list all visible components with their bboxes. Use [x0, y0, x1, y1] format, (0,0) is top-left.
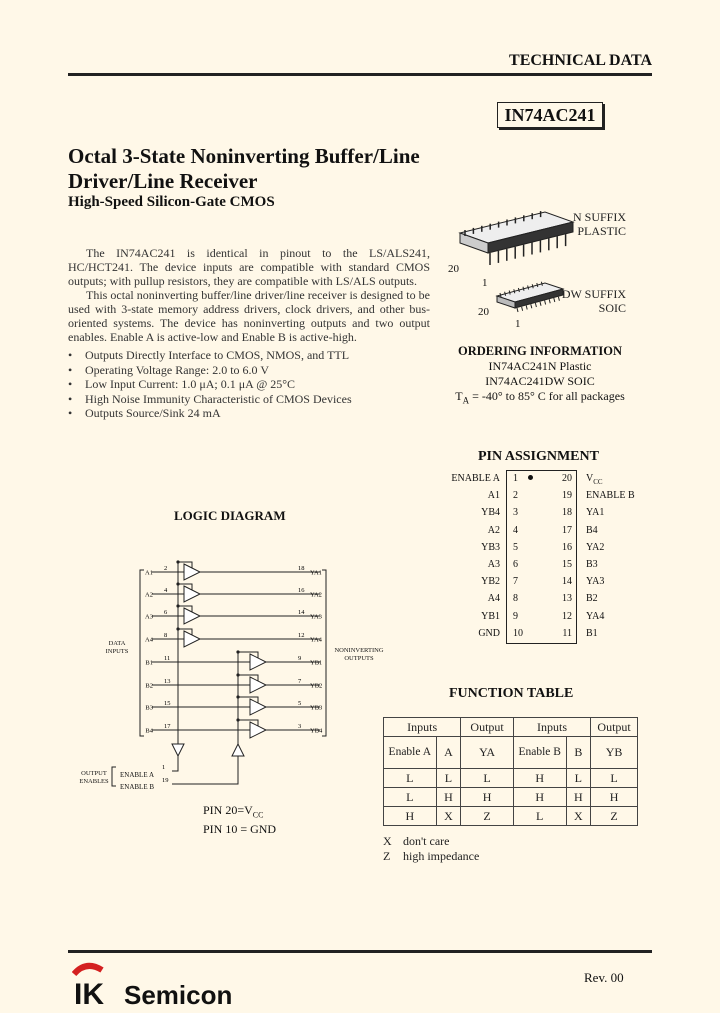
output-label: YA3 — [310, 613, 322, 621]
group-output-b: Output — [591, 718, 638, 737]
ik-semicon-logo — [72, 960, 252, 1013]
feature-item: • Operating Voltage Range: 2.0 to 6.0 V — [68, 363, 438, 378]
pin-number-left: 2 — [513, 490, 518, 502]
note-z: Z high impedance — [383, 849, 480, 863]
input-pin-number: 6 — [164, 609, 168, 616]
pin-name-left: GND — [478, 627, 500, 639]
pin-name-right: YA2 — [586, 541, 605, 553]
pin-name-left: ENABLE A — [451, 473, 500, 484]
footer-rule — [68, 950, 652, 953]
page-title — [68, 144, 468, 194]
n-suffix: N SUFFIX — [572, 210, 626, 224]
pin-number-left: 8 — [513, 593, 518, 605]
pin-number-right: 18 — [562, 507, 572, 519]
dw-type: SOIC — [598, 301, 626, 315]
ordering-heading: ORDERING INFORMATION — [457, 344, 622, 358]
header-title: TECHNICAL DATA — [509, 52, 652, 69]
dip-pin-1: 1 — [482, 277, 488, 289]
pin-number-left: 9 — [513, 610, 518, 622]
input-pin-number: 8 — [164, 632, 168, 639]
pin-name-right: B3 — [586, 559, 598, 570]
input-label: A2 — [145, 591, 153, 599]
soic-pin-1: 1 — [515, 318, 521, 330]
enable-a-wire — [172, 756, 178, 771]
input-label: A1 — [145, 569, 153, 577]
function-table-cell: H — [513, 769, 566, 788]
col-a: A — [436, 737, 461, 769]
output-pin-number: 5 — [298, 700, 302, 707]
pin-number-right: 16 — [562, 541, 572, 553]
function-table-cell: Z — [591, 807, 638, 826]
output-label: YB4 — [310, 727, 323, 735]
output-label: YB2 — [310, 682, 323, 690]
revision-label: Rev. 00 — [584, 970, 624, 985]
output-pin-number: 12 — [298, 632, 305, 639]
feature-list — [68, 348, 438, 421]
part-number-box: IN74AC241 — [497, 102, 603, 128]
output-label: YA2 — [310, 591, 322, 599]
pin10-note: PIN 10 = GND — [203, 822, 277, 837]
input-pin-number: 15 — [164, 700, 171, 707]
function-table-cell: H — [436, 788, 461, 807]
input-pin-number: 13 — [164, 678, 171, 685]
description — [68, 246, 430, 344]
function-table-row — [384, 807, 638, 826]
function-table-cell: H — [461, 788, 514, 807]
n-suffix-label — [573, 210, 626, 238]
data-inputs-brace — [140, 570, 144, 736]
pin-name-left: A1 — [487, 490, 500, 502]
function-table-cell: L — [384, 769, 437, 788]
pin-1-dot — [528, 475, 533, 480]
pin-number-left: 5 — [513, 541, 518, 553]
function-table-row — [384, 769, 638, 788]
input-label: B3 — [145, 704, 153, 712]
function-table-cell: X — [566, 807, 591, 826]
pin-number-right: 14 — [562, 576, 572, 588]
note-x: X don't care — [383, 834, 450, 848]
function-table-cell: L — [436, 769, 461, 788]
logic-diagram-heading: LOGIC DIAGRAM — [174, 508, 286, 523]
group-inputs-b: Inputs — [513, 718, 590, 737]
svg-text:IK: IK — [74, 978, 104, 1008]
enables-brace — [112, 767, 116, 786]
col-b: B — [566, 737, 591, 769]
pin-name-left: A2 — [487, 524, 500, 536]
pin-number-right: 15 — [562, 559, 572, 570]
input-pin-number: 2 — [164, 565, 168, 572]
output-pin-number: 18 — [298, 565, 305, 572]
function-table-row — [384, 788, 638, 807]
enable-b-wire — [172, 756, 238, 784]
data-inputs-label: DATA INPUTS — [105, 640, 129, 655]
function-table-cell: X — [436, 807, 461, 826]
pin-number-left: 7 — [513, 576, 518, 588]
pin-number-right: 19 — [562, 490, 572, 502]
n-type: PLASTIC — [577, 224, 626, 238]
output-label: YB1 — [310, 659, 323, 667]
input-label: B2 — [145, 682, 153, 690]
pin-name-left: YB3 — [481, 541, 500, 553]
input-label: A3 — [145, 613, 153, 621]
output-pin-number: 9 — [298, 655, 302, 662]
pin20-note: PIN $20=V_{CC}$ — [203, 803, 264, 820]
pin-name-right: YA4 — [586, 610, 605, 622]
ordering-line-2: IN74AC241DW SOIC — [485, 374, 595, 388]
function-table-cell: H — [566, 788, 591, 807]
output-label: YA4 — [310, 636, 322, 644]
function-table-cell: Z — [461, 807, 514, 826]
logic-diagram — [72, 548, 392, 798]
input-pin-number: 11 — [164, 655, 171, 662]
pin-name-left: A4 — [487, 593, 500, 605]
pin-number-right: 13 — [562, 593, 572, 605]
pin-number-left: 1 — [513, 473, 518, 484]
function-table-notes — [383, 834, 479, 864]
enable-b-buffer — [232, 744, 244, 756]
output-pin-number: 7 — [298, 678, 302, 685]
function-table-cell: L — [513, 807, 566, 826]
soic-package-icon — [497, 282, 563, 312]
function-table-cell: L — [591, 769, 638, 788]
output-pin-number: 3 — [298, 723, 302, 730]
pin-name-left: YB1 — [481, 610, 500, 622]
page-subtitle: High-Speed Silicon-Gate CMOS — [68, 194, 275, 210]
ordering-info — [440, 344, 640, 408]
svg-text:Semicon: Semicon — [124, 980, 233, 1008]
title-line-2: Driver/Line Receiver — [68, 169, 258, 193]
pin-number-right: 12 — [562, 610, 572, 622]
description-para-2: This octal noninverting buffer/line driver/line receiver is designed to be used with 3-state memory address drivers, clock drivers, and other bus-oriented systems. The device has noninverting outputs and two output enables. Enable A is active-low and Enable B is active-high. — [68, 288, 430, 344]
col-ya: YA — [461, 737, 514, 769]
enable-a-pin-number: 1 — [162, 764, 166, 771]
ordering-line-1: IN74AC241N Plastic — [488, 359, 592, 373]
outputs-brace — [322, 570, 326, 736]
pin-number-right: 17 — [562, 524, 572, 536]
output-label: YA1 — [310, 569, 322, 577]
function-table-group-row — [384, 718, 638, 737]
pin-assignment-heading: PIN ASSIGNMENT — [478, 449, 599, 464]
function-table-cell: L — [566, 769, 591, 788]
description-para-1: The IN74AC241 is identical in pinout to the LS/ALS241, HC/HCT241. The device inputs are compatible with standard CMOS outputs; with pullup resistors, they are compatible with LS/ALS outputs. — [68, 246, 430, 288]
pin-name-right: B2 — [586, 593, 598, 605]
output-label: YB3 — [310, 704, 323, 712]
enable-b-pin-number: 19 — [162, 777, 169, 784]
output-pin-number: 14 — [298, 609, 305, 616]
dw-suffix: DW SUFFIX — [561, 287, 626, 301]
pin-name-left: YB4 — [481, 507, 500, 519]
feature-item: • High Noise Immunity Characteristic of CMOS Devices — [68, 392, 438, 407]
enable-b-label: ENABLE B — [120, 783, 155, 791]
logo-mark-icon — [72, 960, 252, 1008]
pin-name-right: ENABLE B — [586, 490, 635, 502]
pin-name-left: A3 — [487, 559, 500, 570]
pin-number-left: 6 — [513, 559, 518, 570]
dw-suffix-label — [562, 287, 626, 315]
input-label: B1 — [145, 659, 153, 667]
col-enable-a: Enable A — [384, 737, 437, 769]
noninverting-outputs-label: NONINVERTING OUTPUTS — [334, 647, 384, 662]
function-table-header-row — [384, 737, 638, 769]
pin-name-right: B4 — [586, 524, 598, 536]
title-line-1: Octal 3-State Noninverting Buffer/Line — [68, 144, 420, 168]
power-pins-note — [203, 803, 276, 836]
col-yb: YB — [591, 737, 638, 769]
function-table-heading: FUNCTION TABLE — [449, 686, 574, 701]
input-label: B4 — [145, 727, 153, 735]
pin-name-right: $V_{CC}$ — [586, 473, 603, 486]
pin-name-right: B1 — [586, 627, 598, 639]
group-output-a: Output — [461, 718, 514, 737]
function-table-cell: H — [513, 788, 566, 807]
enable-a-label: ENABLE A — [120, 771, 155, 779]
dip-pin-20: 20 — [448, 263, 459, 275]
input-pin-number: 17 — [164, 723, 171, 730]
col-enable-b: Enable B — [513, 737, 566, 769]
soic-pin-20: 20 — [478, 306, 489, 318]
pin-number-left: 4 — [513, 524, 518, 536]
function-table-cell: H — [591, 788, 638, 807]
pin-number-left: 10 — [513, 627, 523, 639]
function-table-cell: L — [384, 788, 437, 807]
output-pin-number: 16 — [298, 587, 305, 594]
output-enables-label: OUTPUT ENABLES — [79, 770, 109, 785]
input-pin-number: 4 — [164, 587, 168, 594]
pin-name-left: YB2 — [481, 576, 500, 588]
input-label: A4 — [145, 636, 153, 644]
enable-a-inverter — [172, 744, 184, 756]
function-table — [383, 717, 638, 826]
feature-item: • Outputs Directly Interface to CMOS, NMOS, and TTL — [68, 348, 438, 363]
function-table-cell: L — [461, 769, 514, 788]
dip-package-icon — [460, 211, 573, 265]
feature-item: • Outputs Source/Sink 24 mA — [68, 406, 438, 421]
ordering-temperature: $T_A = -40^\circ$ to 85° C for all packages — [455, 389, 625, 406]
group-inputs-a: Inputs — [384, 718, 461, 737]
function-table-cell: H — [384, 807, 437, 826]
header-rule — [68, 73, 652, 76]
pin-name-right: YA1 — [586, 507, 605, 519]
pin-name-right: YA3 — [586, 576, 605, 588]
pin-number-left: 3 — [513, 507, 518, 519]
pin-number-right: 20 — [562, 473, 572, 484]
pin-number-right: 11 — [562, 627, 572, 639]
feature-item: • Low Input Current: 1.0 μA; 0.1 μA @ 25°C — [68, 377, 438, 392]
